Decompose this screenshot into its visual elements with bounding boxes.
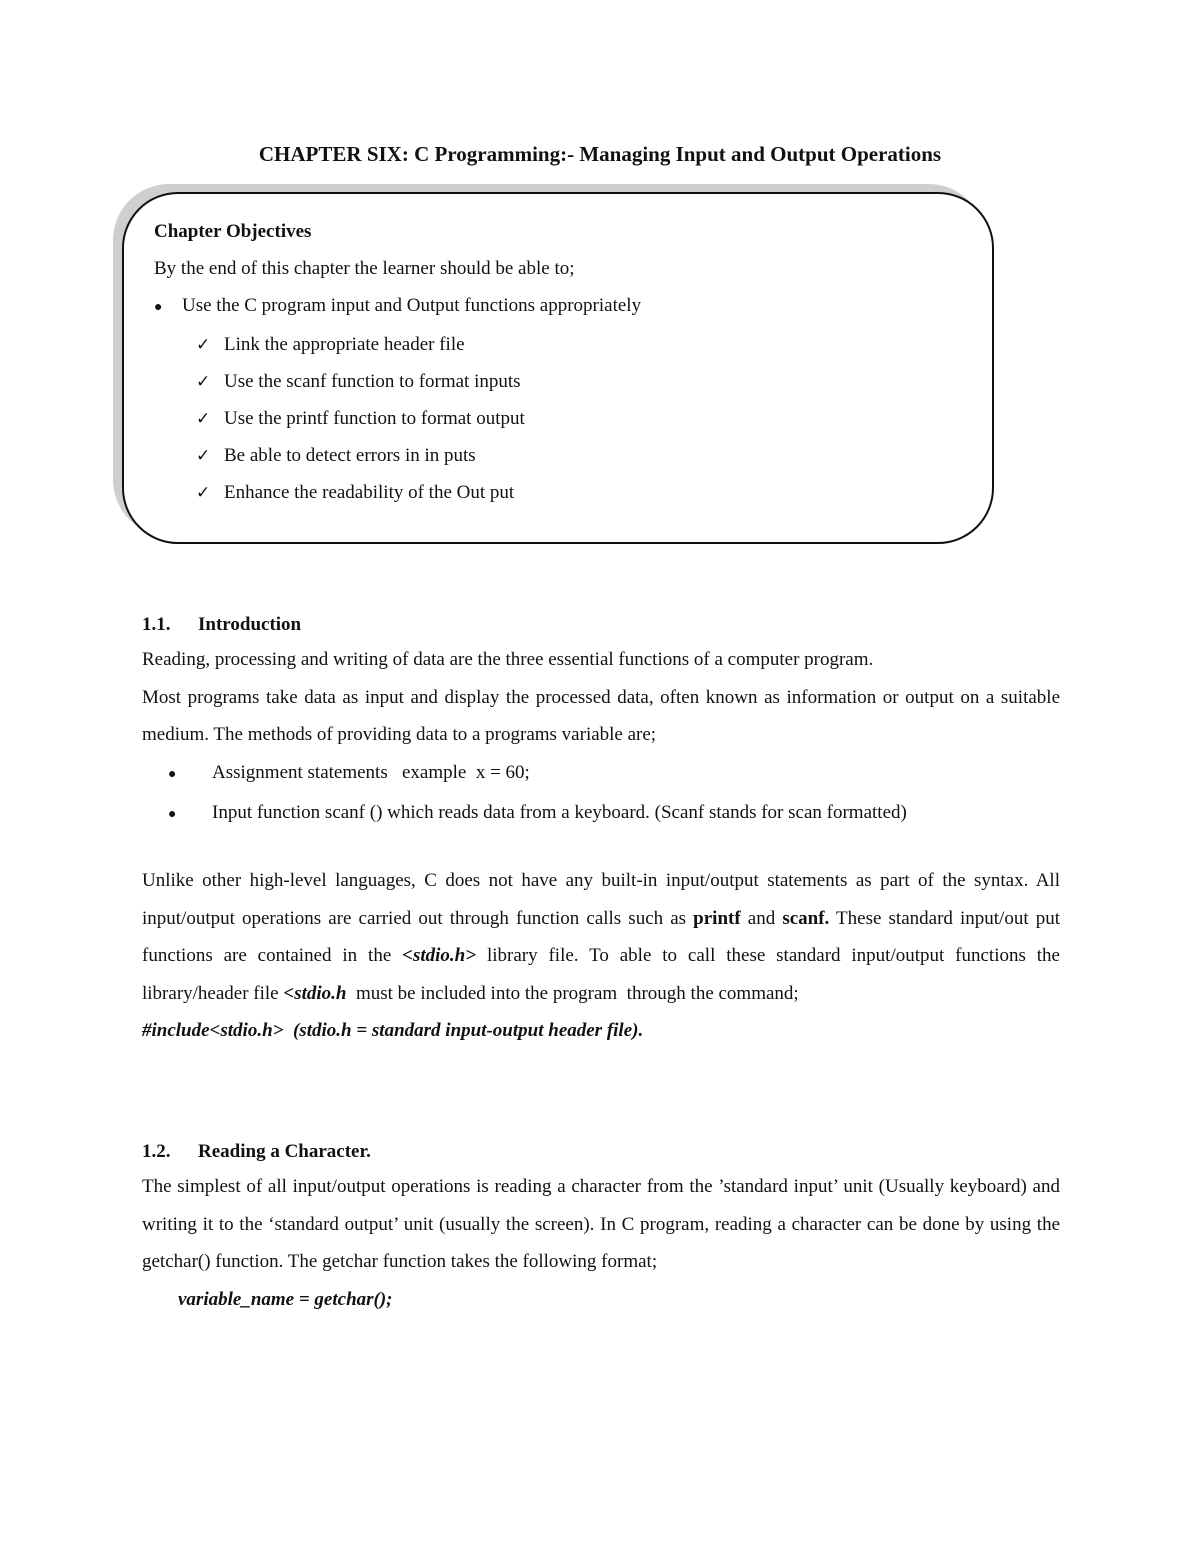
paragraph: The simplest of all input/output operations is reading a character from the ’standard input’ unit (Usually keyboard) and writing it to the ‘standard output’ unit (usually the screen). In C program, reading a character can be done by using the getchar() function. The getchar function takes the following format;	[142, 1176, 1060, 1272]
objective-check-text: Enhance the readability of the Out put	[224, 482, 515, 503]
checkmark-icon: ✓	[196, 335, 211, 355]
objectives-content	[154, 220, 954, 505]
section-number: 1.2.	[142, 1141, 171, 1162]
code-format: variable_name = getchar();	[178, 1288, 393, 1310]
objective-check-item	[154, 481, 954, 505]
objective-check-text: Link the appropriate header file	[224, 334, 465, 355]
section-introduction	[142, 613, 1060, 834]
bullet-icon: ●	[168, 766, 177, 782]
objective-check-item	[154, 407, 954, 431]
text-run: library file. To able to call these standard input/output functions the library/header file	[142, 945, 1060, 1004]
inline-code-stdio: <stdio.h	[283, 982, 347, 1004]
bullet-list	[142, 754, 1060, 834]
bullet-icon: ●	[168, 806, 177, 822]
paragraph	[142, 862, 1060, 1012]
objective-check-item	[154, 444, 954, 468]
list-item-text: Assignment statements example x = 60;	[212, 761, 530, 783]
checkmark-icon: ✓	[196, 409, 211, 429]
objectives-intro: By the end of this chapter the learner should be able to;	[154, 258, 575, 279]
objective-check-item	[154, 333, 954, 357]
objective-check-text: Be able to detect errors in in puts	[224, 445, 476, 466]
objective-check-item	[154, 370, 954, 394]
paragraph: Reading, processing and writing of data are the three essential functions of a computer program.	[142, 649, 874, 670]
section-title: Reading a Character.	[198, 1141, 371, 1162]
page-title: CHAPTER SIX: C Programming:- Managing Input and Output Operations	[258, 142, 942, 166]
section-introduction-continued	[142, 862, 1060, 1050]
list-item-text: Input function scanf () which reads data from a keyboard. (Scanf stands for scan formatted)	[212, 801, 907, 823]
list-item	[142, 794, 1060, 834]
paragraph: Most programs take data as input and display the processed data, often known as information or output on a suitable medium. The methods of providing data to a programs variable are;	[142, 686, 1060, 745]
inline-code-scanf: scanf.	[782, 907, 830, 929]
checkmark-icon: ✓	[196, 372, 211, 392]
objectives-bullet	[154, 294, 954, 320]
text-run: and	[740, 907, 783, 929]
checkmark-icon: ✓	[196, 483, 211, 503]
objective-check-text: Use the printf function to format output	[224, 408, 525, 429]
checkmark-icon: ✓	[196, 446, 211, 466]
section-reading-character	[142, 1140, 1060, 1318]
section-title: Introduction	[198, 614, 302, 635]
text-run: These standard input/out put functions are contained in the	[142, 907, 1060, 966]
inline-code-printf: printf	[693, 907, 741, 929]
inline-code-stdio: <stdio.h>	[402, 945, 477, 966]
section-heading	[142, 1140, 1060, 1164]
objective-check-text: Use the scanf function to format inputs	[224, 371, 521, 392]
list-item	[142, 754, 1060, 794]
objectives-heading: Chapter Objectives	[154, 221, 312, 242]
text-run: Unlike other high-level languages, C does not have any built-in input/output statements as part of the syntax. All input/output operations are carried out through function calls such as	[142, 870, 1060, 929]
section-number: 1.1.	[142, 614, 171, 635]
objectives-bullet-text: Use the C program input and Output functions appropriately	[182, 295, 642, 316]
section-heading	[142, 613, 1060, 637]
bullet-icon: ●	[154, 300, 163, 315]
include-directive: #include<stdio.h> (stdio.h = standard input-output header file).	[142, 1020, 644, 1041]
text-run: must be included into the program through the command;	[346, 982, 799, 1004]
